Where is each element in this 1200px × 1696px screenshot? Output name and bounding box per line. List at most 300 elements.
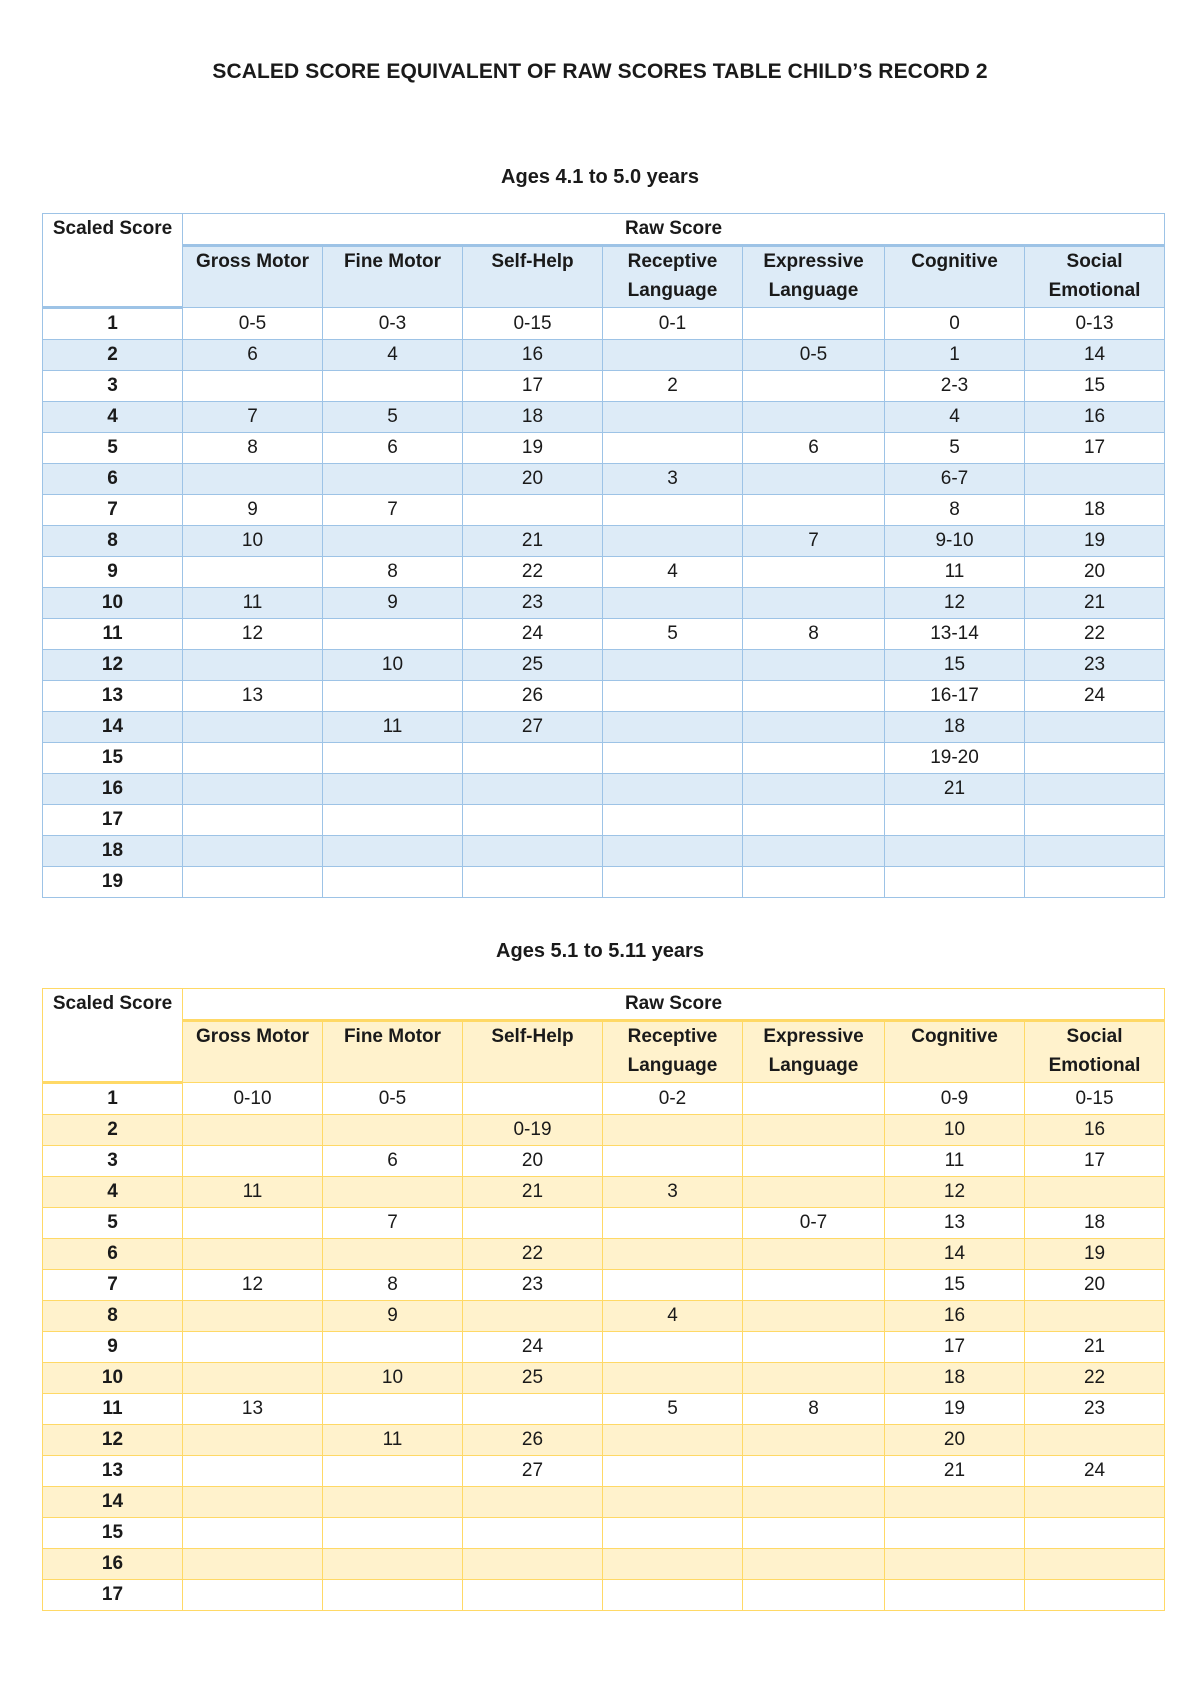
raw-score-cell: [323, 1115, 463, 1146]
raw-score-cell: 8: [323, 557, 463, 588]
raw-score-cell: 22: [463, 557, 603, 588]
table-row: [43, 1580, 1165, 1611]
raw-score-cell: 1: [885, 340, 1025, 371]
raw-score-cell: [183, 1518, 323, 1549]
raw-score-cell: [743, 588, 885, 619]
table-row: [43, 526, 1165, 557]
scaled-score-cell: 12: [43, 1425, 183, 1456]
table-row: [43, 867, 1165, 898]
scaled-score-cell: 12: [43, 650, 183, 681]
raw-score-cell: [743, 1270, 885, 1301]
scaled-score-cell: 6: [43, 464, 183, 495]
scaled-score-cell: 11: [43, 1394, 183, 1425]
raw-score-cell: [323, 805, 463, 836]
table-row: [43, 805, 1165, 836]
raw-score-cell: 0-7: [743, 1208, 885, 1239]
raw-score-cell: [885, 867, 1025, 898]
raw-score-cell: 7: [743, 526, 885, 557]
raw-score-cell: [603, 1270, 743, 1301]
raw-score-cell: [885, 836, 1025, 867]
raw-score-cell: 11: [323, 712, 463, 743]
raw-score-cell: 11: [183, 1177, 323, 1208]
raw-score-cell: 4: [603, 1301, 743, 1332]
raw-score-cell: [743, 650, 885, 681]
raw-score-cell: 15: [885, 650, 1025, 681]
raw-score-cell: [183, 1146, 323, 1177]
raw-score-cell: [463, 1487, 603, 1518]
scaled-score-header: Scaled Score: [43, 989, 183, 1083]
raw-score-cell: [323, 774, 463, 805]
table-row: [43, 588, 1165, 619]
raw-score-cell: 0-5: [323, 1083, 463, 1115]
raw-score-cell: [323, 1580, 463, 1611]
raw-score-cell: [743, 1301, 885, 1332]
table-row: [43, 650, 1165, 681]
raw-score-cell: [743, 1580, 885, 1611]
scaled-score-cell: 14: [43, 1487, 183, 1518]
scaled-score-cell: 10: [43, 1363, 183, 1394]
raw-score-cell: 8: [885, 495, 1025, 526]
raw-score-cell: 14: [885, 1239, 1025, 1270]
column-header-social-emotional: Social Emotional: [1025, 246, 1165, 308]
raw-score-cell: 11: [323, 1425, 463, 1456]
raw-score-cell: 0-2: [603, 1083, 743, 1115]
raw-score-cell: [743, 681, 885, 712]
raw-score-cell: [323, 464, 463, 495]
raw-score-cell: [603, 681, 743, 712]
raw-score-cell: 14: [1025, 340, 1165, 371]
raw-score-cell: [603, 433, 743, 464]
raw-score-cell: [743, 1456, 885, 1487]
raw-score-cell: 4: [885, 402, 1025, 433]
raw-score-cell: 2-3: [885, 371, 1025, 402]
raw-score-cell: 6: [323, 1146, 463, 1177]
raw-score-cell: 10: [323, 1363, 463, 1394]
raw-score-cell: 24: [463, 619, 603, 650]
scaled-score-cell: 8: [43, 1301, 183, 1332]
column-header-self-help: Self-Help: [463, 246, 603, 308]
raw-score-cell: [183, 1332, 323, 1363]
raw-score-cell: [1025, 1425, 1165, 1456]
raw-score-cell: [183, 464, 323, 495]
raw-score-cell: 13: [183, 681, 323, 712]
table1-body: [43, 308, 1165, 898]
raw-score-cell: 22: [463, 1239, 603, 1270]
raw-score-cell: [183, 1487, 323, 1518]
scaled-score-cell: 13: [43, 1456, 183, 1487]
raw-score-cell: [183, 867, 323, 898]
raw-score-cell: [1025, 1177, 1165, 1208]
raw-score-cell: 6: [183, 340, 323, 371]
raw-score-cell: [603, 588, 743, 619]
table-row: [43, 371, 1165, 402]
raw-score-cell: [603, 1239, 743, 1270]
raw-score-cell: 12: [183, 1270, 323, 1301]
raw-score-cell: [323, 867, 463, 898]
raw-score-cell: 26: [463, 1425, 603, 1456]
raw-score-cell: 23: [463, 588, 603, 619]
raw-score-cell: [743, 1425, 885, 1456]
raw-score-cell: 17: [1025, 433, 1165, 464]
scaled-score-cell: 3: [43, 371, 183, 402]
raw-score-cell: [743, 1332, 885, 1363]
scaled-score-cell: 16: [43, 1549, 183, 1580]
raw-score-cell: [183, 805, 323, 836]
scaled-score-cell: 18: [43, 836, 183, 867]
raw-score-cell: 9: [323, 588, 463, 619]
raw-score-cell: 18: [885, 1363, 1025, 1394]
raw-score-cell: [463, 1301, 603, 1332]
raw-score-cell: [603, 1580, 743, 1611]
raw-score-cell: 10: [183, 526, 323, 557]
raw-score-header: Raw Score: [183, 989, 1165, 1021]
raw-score-cell: 9-10: [885, 526, 1025, 557]
raw-score-cell: 24: [1025, 681, 1165, 712]
raw-score-cell: [603, 1208, 743, 1239]
raw-score-cell: [463, 836, 603, 867]
scaled-score-header: Scaled Score: [43, 214, 183, 308]
column-header-fine-motor: Fine Motor: [323, 246, 463, 308]
table-row: [43, 1425, 1165, 1456]
raw-score-cell: [743, 1363, 885, 1394]
raw-score-cell: 19: [1025, 1239, 1165, 1270]
raw-score-cell: [603, 340, 743, 371]
raw-score-cell: 12: [183, 619, 323, 650]
column-header-expressive-language: Expressive Language: [743, 246, 885, 308]
raw-score-cell: 26: [463, 681, 603, 712]
raw-score-cell: [463, 1580, 603, 1611]
raw-score-cell: [463, 774, 603, 805]
raw-score-cell: 5: [603, 1394, 743, 1425]
raw-score-cell: [463, 1394, 603, 1425]
table-row: [43, 619, 1165, 650]
column-header-fine-motor: Fine Motor: [323, 1021, 463, 1083]
scaled-score-cell: 9: [43, 557, 183, 588]
raw-score-cell: [743, 1115, 885, 1146]
raw-score-cell: 21: [463, 526, 603, 557]
raw-score-cell: [183, 1208, 323, 1239]
column-header-self-help: Self-Help: [463, 1021, 603, 1083]
raw-score-cell: [1025, 743, 1165, 774]
raw-score-cell: 11: [183, 588, 323, 619]
raw-score-cell: [743, 1487, 885, 1518]
raw-score-header: Raw Score: [183, 214, 1165, 246]
table-row: [43, 836, 1165, 867]
raw-score-cell: 27: [463, 712, 603, 743]
raw-score-cell: [743, 495, 885, 526]
raw-score-cell: [463, 743, 603, 774]
table-row: [43, 1115, 1165, 1146]
raw-score-cell: [1025, 1518, 1165, 1549]
raw-score-cell: [743, 805, 885, 836]
raw-score-cell: [743, 557, 885, 588]
raw-score-cell: [463, 1549, 603, 1580]
raw-score-cell: 0-1: [603, 308, 743, 340]
raw-score-cell: 16: [1025, 1115, 1165, 1146]
score-table-ages-4-1-to-5-0: [42, 213, 1165, 898]
scaled-score-cell: 9: [43, 1332, 183, 1363]
raw-score-cell: 17: [463, 371, 603, 402]
raw-score-cell: [183, 1239, 323, 1270]
scaled-score-cell: 16: [43, 774, 183, 805]
raw-score-cell: [603, 774, 743, 805]
column-header-cognitive: Cognitive: [885, 1021, 1025, 1083]
column-header-expressive-language: Expressive Language: [743, 1021, 885, 1083]
raw-score-cell: [463, 1518, 603, 1549]
raw-score-cell: [743, 774, 885, 805]
raw-score-cell: 17: [1025, 1146, 1165, 1177]
raw-score-cell: 19-20: [885, 743, 1025, 774]
table-row: [43, 308, 1165, 340]
raw-score-cell: 20: [1025, 557, 1165, 588]
raw-score-cell: [603, 526, 743, 557]
raw-score-cell: [323, 1394, 463, 1425]
raw-score-cell: [323, 836, 463, 867]
raw-score-cell: 8: [743, 619, 885, 650]
raw-score-cell: 0-5: [743, 340, 885, 371]
raw-score-cell: [743, 712, 885, 743]
scaled-score-cell: 5: [43, 433, 183, 464]
raw-score-cell: 25: [463, 1363, 603, 1394]
raw-score-cell: [603, 836, 743, 867]
raw-score-cell: [463, 1208, 603, 1239]
raw-score-cell: 23: [463, 1270, 603, 1301]
table-row: [43, 1208, 1165, 1239]
raw-score-cell: 22: [1025, 1363, 1165, 1394]
score-table-ages-5-1-to-5-11: [42, 988, 1165, 1611]
column-header-cognitive: Cognitive: [885, 246, 1025, 308]
raw-score-cell: 7: [323, 495, 463, 526]
scaled-score-cell: 4: [43, 1177, 183, 1208]
raw-score-cell: [1025, 1487, 1165, 1518]
raw-score-cell: [183, 836, 323, 867]
raw-score-cell: 21: [1025, 588, 1165, 619]
raw-score-cell: [603, 1363, 743, 1394]
table-row: [43, 1177, 1165, 1208]
raw-score-cell: 20: [885, 1425, 1025, 1456]
raw-score-cell: [603, 650, 743, 681]
raw-score-cell: 10: [323, 650, 463, 681]
raw-score-cell: [743, 371, 885, 402]
raw-score-cell: 0-9: [885, 1083, 1025, 1115]
raw-score-cell: 11: [885, 1146, 1025, 1177]
raw-score-cell: [743, 1177, 885, 1208]
raw-score-cell: [463, 495, 603, 526]
table-row: [43, 1456, 1165, 1487]
raw-score-cell: 20: [463, 464, 603, 495]
raw-score-cell: 0-3: [323, 308, 463, 340]
raw-score-cell: [743, 867, 885, 898]
table-row: [43, 1549, 1165, 1580]
scaled-score-cell: 14: [43, 712, 183, 743]
raw-score-cell: 0-13: [1025, 308, 1165, 340]
raw-score-cell: [603, 1487, 743, 1518]
raw-score-cell: 9: [323, 1301, 463, 1332]
table-row: [43, 495, 1165, 526]
table-row: [43, 340, 1165, 371]
table-row: [43, 681, 1165, 712]
raw-score-cell: [463, 805, 603, 836]
raw-score-cell: [743, 743, 885, 774]
table-row: [43, 712, 1165, 743]
raw-score-cell: [885, 1580, 1025, 1611]
raw-score-cell: [323, 743, 463, 774]
table-row: [43, 1394, 1165, 1425]
raw-score-cell: 19: [885, 1394, 1025, 1425]
raw-score-cell: [603, 867, 743, 898]
raw-score-cell: 21: [885, 1456, 1025, 1487]
raw-score-cell: 4: [603, 557, 743, 588]
raw-score-cell: 15: [1025, 371, 1165, 402]
table-row: [43, 402, 1165, 433]
raw-score-cell: [603, 1518, 743, 1549]
scaled-score-cell: 13: [43, 681, 183, 712]
raw-score-cell: [183, 712, 323, 743]
raw-score-cell: 3: [603, 1177, 743, 1208]
raw-score-cell: [1025, 712, 1165, 743]
scaled-score-cell: 19: [43, 867, 183, 898]
raw-score-cell: 27: [463, 1456, 603, 1487]
table-row: [43, 1239, 1165, 1270]
raw-score-cell: [1025, 1580, 1165, 1611]
raw-score-cell: [743, 1239, 885, 1270]
raw-score-cell: [885, 1518, 1025, 1549]
raw-score-cell: [1025, 464, 1165, 495]
raw-score-cell: 12: [885, 588, 1025, 619]
raw-score-cell: 9: [183, 495, 323, 526]
raw-score-cell: 25: [463, 650, 603, 681]
raw-score-cell: 13: [885, 1208, 1025, 1239]
raw-score-cell: 6-7: [885, 464, 1025, 495]
column-header-gross-motor: Gross Motor: [183, 246, 323, 308]
raw-score-cell: [603, 805, 743, 836]
raw-score-cell: 23: [1025, 650, 1165, 681]
table-row: [43, 774, 1165, 805]
scaled-score-cell: 3: [43, 1146, 183, 1177]
table-row: [43, 1332, 1165, 1363]
raw-score-cell: 15: [885, 1270, 1025, 1301]
raw-score-cell: [885, 1549, 1025, 1580]
raw-score-cell: [463, 867, 603, 898]
raw-score-cell: 10: [885, 1115, 1025, 1146]
raw-score-cell: [183, 1549, 323, 1580]
raw-score-cell: 20: [463, 1146, 603, 1177]
raw-score-cell: [1025, 836, 1165, 867]
raw-score-cell: [743, 1549, 885, 1580]
scaled-score-cell: 10: [43, 588, 183, 619]
raw-score-cell: 3: [603, 464, 743, 495]
column-header-social-emotional: Social Emotional: [1025, 1021, 1165, 1083]
raw-score-cell: 24: [463, 1332, 603, 1363]
raw-score-cell: [1025, 867, 1165, 898]
raw-score-cell: [323, 526, 463, 557]
raw-score-cell: 20: [1025, 1270, 1165, 1301]
raw-score-cell: 0-5: [183, 308, 323, 340]
scaled-score-cell: 5: [43, 1208, 183, 1239]
raw-score-cell: [603, 1549, 743, 1580]
raw-score-cell: [603, 1115, 743, 1146]
raw-score-cell: 17: [885, 1332, 1025, 1363]
raw-score-cell: [323, 1518, 463, 1549]
scaled-score-cell: 2: [43, 340, 183, 371]
raw-score-cell: 8: [743, 1394, 885, 1425]
table-row: [43, 1301, 1165, 1332]
raw-score-cell: 2: [603, 371, 743, 402]
document-title: SCALED SCORE EQUIVALENT OF RAW SCORES TABLE CHILD’S RECORD 2: [212, 60, 988, 83]
raw-score-cell: 16-17: [885, 681, 1025, 712]
raw-score-cell: 21: [885, 774, 1025, 805]
raw-score-cell: [323, 1549, 463, 1580]
raw-score-cell: [183, 1425, 323, 1456]
raw-score-cell: 0-19: [463, 1115, 603, 1146]
table1-title: Ages 4.1 to 5.0 years: [501, 166, 699, 188]
raw-score-cell: [743, 836, 885, 867]
raw-score-cell: [183, 1456, 323, 1487]
table-row: [43, 1363, 1165, 1394]
raw-score-cell: [743, 1083, 885, 1115]
raw-score-cell: [743, 1146, 885, 1177]
raw-score-cell: [743, 402, 885, 433]
raw-score-cell: 11: [885, 557, 1025, 588]
raw-score-cell: 18: [1025, 1208, 1165, 1239]
raw-score-cell: 16: [885, 1301, 1025, 1332]
raw-score-cell: [323, 1239, 463, 1270]
raw-score-cell: [463, 1083, 603, 1115]
table-row: [43, 557, 1165, 588]
table2-body: [43, 1083, 1165, 1611]
scaled-score-cell: 8: [43, 526, 183, 557]
raw-score-cell: 6: [743, 433, 885, 464]
raw-score-cell: 0-15: [463, 308, 603, 340]
raw-score-cell: [603, 495, 743, 526]
raw-score-cell: 18: [1025, 495, 1165, 526]
raw-score-cell: 16: [1025, 402, 1165, 433]
raw-score-cell: 7: [183, 402, 323, 433]
raw-score-cell: [885, 805, 1025, 836]
raw-score-cell: 8: [183, 433, 323, 464]
raw-score-cell: 12: [885, 1177, 1025, 1208]
raw-score-cell: 21: [463, 1177, 603, 1208]
scaled-score-cell: 2: [43, 1115, 183, 1146]
scaled-score-cell: 15: [43, 743, 183, 774]
raw-score-cell: [323, 1456, 463, 1487]
raw-score-cell: [1025, 805, 1165, 836]
column-header-receptive-language: Receptive Language: [603, 1021, 743, 1083]
raw-score-cell: 8: [323, 1270, 463, 1301]
table-row: [43, 1518, 1165, 1549]
scaled-score-cell: 15: [43, 1518, 183, 1549]
raw-score-cell: 0: [885, 308, 1025, 340]
table-row: [43, 464, 1165, 495]
raw-score-cell: [603, 712, 743, 743]
raw-score-cell: [183, 1580, 323, 1611]
raw-score-cell: [183, 557, 323, 588]
raw-score-cell: [743, 464, 885, 495]
scaled-score-cell: 4: [43, 402, 183, 433]
raw-score-cell: [183, 1115, 323, 1146]
raw-score-cell: [1025, 1301, 1165, 1332]
scaled-score-cell: 6: [43, 1239, 183, 1270]
raw-score-cell: [603, 1456, 743, 1487]
raw-score-cell: 6: [323, 433, 463, 464]
raw-score-cell: 21: [1025, 1332, 1165, 1363]
scaled-score-cell: 1: [43, 308, 183, 340]
raw-score-cell: [1025, 774, 1165, 805]
raw-score-cell: [1025, 1549, 1165, 1580]
scaled-score-cell: 7: [43, 495, 183, 526]
raw-score-cell: 4: [323, 340, 463, 371]
raw-score-cell: [183, 774, 323, 805]
